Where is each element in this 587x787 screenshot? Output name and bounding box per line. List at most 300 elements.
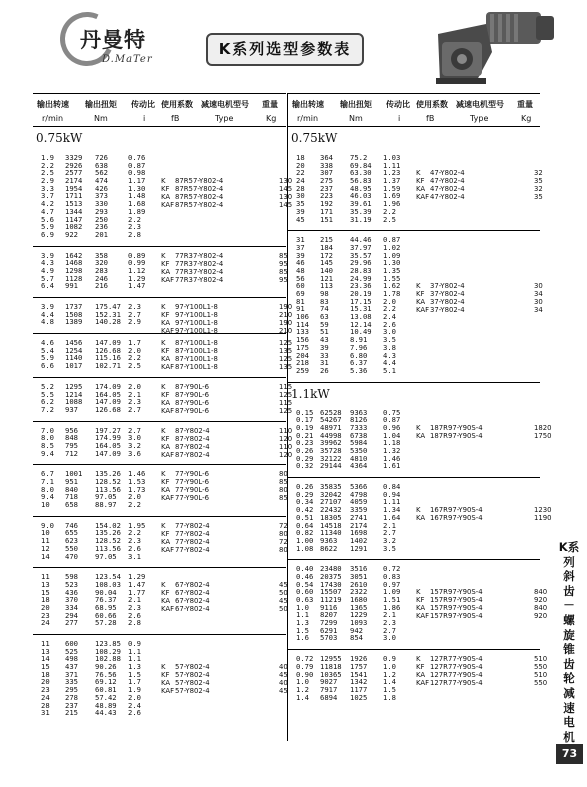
ratio-cell: 474 [95, 176, 108, 186]
torque-cell: 1737 [65, 302, 83, 311]
service-factor-cell: 0.75 [383, 407, 401, 417]
data-group [288, 559, 548, 649]
ratio-cell: 1541 [350, 669, 368, 679]
service-factor-cell: 1.95 [128, 520, 146, 530]
torque-cell: 31 [320, 358, 329, 368]
torque-cell: 54267 [320, 415, 342, 425]
motor-model-cell: 87-Y90L-6 [175, 406, 210, 415]
motor-model-cell: 87-Y100L1-8 [175, 339, 218, 348]
ratio-cell: 7.96 [350, 342, 368, 352]
motor-type-row [416, 306, 541, 314]
motor-series-cell: KF [416, 663, 425, 672]
unit-service-factor: fB [171, 114, 180, 123]
service-factor-cell: 2.1 [128, 389, 141, 399]
torque-cell: 22432 [320, 505, 342, 515]
ratio-cell: 3516 [350, 564, 368, 574]
motor-weight-cell: 130 [279, 177, 293, 186]
torque-cell: 364 [320, 153, 333, 162]
service-factor-cell: 1.02 [383, 242, 401, 252]
motor-model-cell: 77-Y802-4 [175, 521, 210, 530]
torque-cell: 334 [65, 602, 78, 612]
ratio-cell: 236 [95, 222, 108, 232]
motor-model-cell: 97-Y100L1-8 [175, 311, 218, 319]
torque-cell: 335 [65, 677, 78, 687]
ratio-cell: 5350 [350, 446, 368, 455]
motor-model-cell: 87-Y100L1-8 [175, 355, 218, 364]
speed-cell: 4.6 [41, 338, 54, 348]
service-factor-cell: 2.3 [128, 302, 141, 311]
motor-series-cell: KA [416, 514, 426, 523]
ratio-cell: 102.88 [95, 654, 121, 664]
motor-model-cell: 47-Y802-4 [430, 177, 465, 186]
speed-cell: 10 [41, 528, 50, 538]
ratio-cell: 12.14 [350, 319, 372, 329]
torque-cell: 956 [65, 425, 78, 435]
service-factor-cell: 0.84 [383, 482, 401, 492]
motor-weight-cell: 145 [279, 185, 293, 194]
torque-cell: 151 [320, 214, 333, 224]
ratio-cell: 3051 [350, 571, 368, 581]
motor-type-row [416, 596, 548, 605]
motor-model-cell: 157R97-Y90S-4 [430, 612, 483, 621]
ratio-cell: 75.2 [350, 153, 368, 162]
speed-cell: 0.40 [296, 564, 314, 574]
ratio-cell: 1025 [350, 692, 368, 702]
ratio-cell: 128.52 [95, 536, 121, 546]
torque-cell: 1298 [65, 265, 83, 275]
motor-type-row [161, 347, 293, 356]
unit-service-factor: fB [426, 114, 435, 123]
data-group [33, 567, 286, 634]
motor-type-row [161, 193, 293, 202]
torque-cell: 18305 [320, 512, 342, 522]
motor-model-cell: 77-Y90L-6 [175, 470, 210, 479]
torque-cell: 951 [65, 477, 78, 486]
motor-series-cell: KA [416, 298, 426, 307]
speed-cell: 4.4 [41, 309, 54, 319]
service-factor-cell: 4.3 [383, 350, 396, 360]
motor-series-cell: KF [161, 671, 170, 680]
table-row [288, 367, 540, 375]
motor-series-cell: KF [161, 311, 170, 319]
motor-type-list [161, 382, 293, 415]
torque-cell: 98 [320, 289, 329, 298]
torque-cell: 1711 [65, 191, 83, 201]
ratio-cell: 4810 [350, 453, 368, 463]
speed-cell: 2.5 [41, 168, 54, 178]
motor-type-row [161, 538, 286, 546]
ratio-cell: 68.95 [95, 602, 117, 612]
data-group [33, 297, 293, 335]
motor-type-list [161, 426, 293, 459]
ratio-cell: 113.56 [95, 484, 121, 494]
service-factor-cell: 2.3 [383, 618, 396, 628]
motor-weight-cell: 920 [534, 596, 548, 605]
speed-cell: 15 [41, 587, 50, 597]
motor-model-cell: 87R57-Y802-4 [175, 201, 224, 210]
ratio-cell: 6.80 [350, 350, 368, 360]
service-factor-cell: 1.48 [128, 191, 146, 201]
data-group [33, 377, 293, 421]
torque-cell: 991 [65, 281, 78, 291]
speed-cell: 2.2 [41, 160, 54, 170]
brand-name-en: D.MaTer [102, 54, 153, 65]
service-factor-cell: 0.97 [383, 579, 401, 589]
torque-cell: 35728 [320, 446, 342, 455]
torque-cell: 74 [320, 304, 329, 314]
motor-weight-cell: 115 [279, 398, 293, 407]
service-factor-cell: 2.4 [383, 312, 396, 322]
motor-series-cell: K [416, 655, 421, 664]
torque-cell: 17430 [320, 579, 342, 589]
motor-weight-cell: 80 [279, 545, 288, 554]
speed-cell: 24 [41, 692, 50, 702]
motor-model-cell: 37-Y802-4 [430, 290, 465, 299]
service-factor-cell: 1.3 [128, 662, 141, 672]
speed-cell: 60 [296, 281, 305, 291]
speed-cell: 37 [296, 242, 305, 252]
service-factor-cell: 2.7 [128, 425, 141, 435]
speed-cell: 204 [296, 350, 309, 360]
motor-model-cell: 47-Y802-4 [430, 193, 465, 202]
motor-type-row [161, 589, 286, 597]
speed-cell: 11 [41, 572, 50, 582]
service-factor-cell: 1.77 [128, 587, 146, 597]
ratio-cell: 1680 [350, 595, 368, 604]
service-factor-cell: 1.68 [128, 199, 146, 209]
table-header [33, 94, 286, 127]
motor-model-cell: 157R97-Y90S-4 [430, 604, 483, 613]
speed-cell: 0.21 [296, 430, 314, 440]
motor-type-row [161, 311, 293, 319]
motor-model-cell: 167R97-Y90S-4 [430, 514, 483, 523]
motor-model-cell: 87-Y100L1-8 [175, 363, 218, 372]
torque-cell: 1147 [65, 214, 83, 224]
ratio-cell: 164.05 [95, 440, 121, 450]
torque-cell: 215 [65, 708, 78, 718]
motor-type-list [161, 177, 293, 210]
service-factor-cell: 2.0 [128, 692, 141, 702]
service-factor-cell: 1.17 [128, 176, 146, 186]
speed-cell: 1.08 [296, 543, 314, 553]
service-factor-cell: 2.9 [128, 317, 141, 327]
motor-model-cell: 87R57-Y802-4 [175, 177, 224, 186]
torque-cell: 11340 [320, 528, 342, 538]
service-factor-cell: 3.0 [383, 327, 396, 337]
motor-type-row [416, 612, 548, 621]
motor-series-cell: KA [416, 604, 426, 613]
speed-cell: 156 [296, 335, 309, 345]
torque-cell: 470 [65, 551, 78, 561]
torque-cell: 5703 [320, 633, 338, 643]
speed-cell: 18 [41, 669, 50, 679]
speed-cell: 15 [41, 662, 50, 672]
torque-cell: 338 [320, 160, 333, 170]
speed-cell: 11 [41, 639, 50, 648]
ratio-cell: 97.05 [95, 551, 117, 561]
motor-weight-cell: 72 [279, 537, 288, 546]
torque-cell: 277 [65, 618, 78, 628]
ratio-cell: 8.91 [350, 335, 368, 345]
header-torque: 输出扭矩 [340, 100, 372, 109]
header-weight: 重量 [517, 100, 533, 109]
torque-cell: 3329 [65, 153, 83, 162]
motor-model-cell: 127R77-Y90S-4 [430, 655, 483, 664]
motor-series-cell: KAF [416, 193, 430, 202]
motor-weight-cell: 34 [534, 306, 543, 315]
motor-series-cell: K [416, 169, 421, 178]
motor-model-cell: 187R97-Y90S-4 [430, 423, 483, 432]
ratio-cell: 17.15 [350, 296, 372, 306]
service-factor-cell: 1.2 [383, 669, 396, 679]
motor-model-cell: 87-Y90L-6 [175, 382, 210, 391]
torque-cell: 1140 [65, 353, 83, 363]
torque-cell: 11818 [320, 661, 342, 671]
ratio-cell: 358 [95, 250, 108, 260]
torque-cell: 600 [65, 639, 78, 648]
torque-cell: 718 [65, 492, 78, 502]
ratio-cell: 29.96 [350, 258, 372, 268]
header-ratio: 传动比 [386, 100, 410, 109]
motor-type-list [161, 470, 286, 502]
motor-weight-cell: 32 [534, 169, 543, 178]
speed-cell: 259 [296, 365, 309, 375]
motor-series-cell: KA [161, 486, 171, 495]
header-service-factor: 使用系数 [161, 100, 193, 109]
motor-model-cell: 87R57-Y802-4 [175, 185, 224, 194]
motor-series-cell: K [161, 426, 166, 435]
motor-model-cell: 157R97-Y90S-4 [430, 596, 483, 605]
ratio-cell: 3359 [350, 505, 368, 515]
motor-type-row [161, 679, 286, 687]
motor-model-cell: 87-Y802-4 [175, 450, 210, 459]
torque-cell: 6291 [320, 625, 338, 635]
ratio-cell: 726 [95, 153, 108, 162]
unit-ratio: i [143, 114, 146, 123]
motor-weight-cell: 125 [279, 355, 293, 364]
ratio-cell: 201 [95, 229, 108, 239]
ratio-cell: 123.85 [95, 639, 121, 648]
motor-weight-cell: 125 [279, 390, 293, 399]
torque-cell: 237 [65, 700, 78, 710]
motor-series-cell: KA [416, 185, 426, 194]
motor-type-row [416, 655, 548, 664]
torque-cell: 63 [320, 312, 329, 322]
motor-model-cell: 87-Y802-4 [175, 434, 210, 443]
torque-cell: 275 [320, 176, 333, 186]
motor-model-cell: 87-Y90L-6 [175, 398, 210, 407]
torque-cell: 8207 [320, 610, 338, 620]
motor-model-cell: 67-Y802-4 [175, 588, 210, 597]
service-factor-cell: 1.1 [128, 646, 141, 656]
service-factor-cell: 1.11 [383, 160, 401, 170]
ratio-cell: 57.42 [95, 692, 117, 702]
motor-type-row [161, 260, 286, 268]
service-factor-cell: 3.8 [383, 342, 396, 352]
service-factor-cell: 1.18 [383, 438, 401, 448]
motor-series-cell: KA [161, 355, 171, 364]
motor-series-cell: KA [161, 319, 171, 327]
motor-type-row [161, 339, 293, 348]
torque-cell: 498 [65, 654, 78, 664]
service-factor-cell: 2.2 [128, 500, 141, 510]
speed-cell: 18 [296, 153, 305, 162]
page-header [0, 0, 587, 92]
table-right-column [287, 93, 552, 741]
service-factor-cell: 2.0 [128, 381, 141, 391]
motor-series-cell: KF [161, 434, 170, 443]
motor-type-list [416, 588, 548, 621]
torque-cell: 922 [65, 229, 78, 239]
torque-cell: 1344 [65, 206, 83, 216]
motor-type-row [161, 663, 286, 671]
speed-cell: 39 [296, 206, 305, 216]
data-group [33, 333, 293, 377]
ratio-cell: 69.12 [95, 677, 117, 687]
motor-weight-cell: 120 [279, 434, 293, 443]
speed-cell: 39 [296, 250, 305, 260]
motor-series-cell: KAF [161, 450, 175, 459]
speed-cell: 7.1 [41, 477, 54, 486]
motor-weight-cell: 80 [279, 470, 288, 479]
ratio-cell: 5984 [350, 438, 368, 448]
motor-model-cell: 37-Y802-4 [430, 306, 465, 315]
motor-type-row [161, 597, 286, 605]
table-row [33, 231, 286, 239]
ratio-cell: 37.97 [350, 242, 372, 252]
header-torque: 输出扭矩 [85, 100, 117, 109]
motor-series-cell: KA [161, 398, 171, 407]
motor-type-list [416, 169, 541, 201]
torque-cell: 294 [65, 610, 78, 620]
speed-cell: 14 [41, 551, 50, 561]
speed-cell: 5.4 [41, 345, 54, 355]
speed-cell: 0.23 [296, 438, 314, 448]
ratio-cell: 942 [350, 625, 363, 635]
motor-series-cell: KF [416, 290, 425, 299]
speed-cell: 12 [41, 543, 50, 553]
table-row [33, 709, 286, 717]
motor-weight-cell: 550 [534, 679, 548, 688]
motor-type-row [161, 546, 286, 554]
motor-weight-cell: 40 [279, 663, 288, 672]
ratio-cell: 8126 [350, 415, 368, 425]
speed-cell: 4.9 [41, 265, 54, 275]
service-factor-cell: 2.7 [383, 625, 396, 635]
speed-cell: 9.4 [41, 448, 54, 458]
motor-weight-cell: 50 [279, 588, 288, 597]
motor-type-row [416, 514, 552, 523]
service-factor-cell: 3.1 [128, 551, 141, 561]
service-factor-cell: 1.03 [383, 153, 401, 162]
motor-series-cell: KAF [161, 406, 175, 415]
ratio-cell: 373 [95, 191, 108, 201]
torque-cell: 12955 [320, 654, 342, 664]
service-factor-cell: 3.6 [128, 448, 141, 458]
torque-cell: 44998 [320, 430, 342, 440]
ratio-cell: 113.56 [95, 543, 121, 553]
torque-cell: 9363 [320, 535, 338, 545]
power-rating: 1.1kW [288, 382, 540, 404]
motor-weight-cell: 120 [279, 450, 293, 459]
service-factor-cell: 0.72 [383, 564, 401, 574]
speed-cell: 3.9 [41, 302, 54, 311]
brand-name-cn: 丹曼特 [80, 27, 146, 52]
speed-cell: 0.64 [296, 520, 314, 530]
table-row [288, 216, 540, 224]
motor-type-row [161, 319, 293, 327]
speed-cell: 5.6 [41, 214, 54, 224]
speed-cell: 13 [41, 646, 50, 656]
motor-series-cell: K [161, 470, 166, 479]
torque-cell: 215 [320, 235, 333, 245]
motor-weight-cell: 85 [279, 494, 288, 503]
motor-series-cell: KF [161, 347, 170, 356]
torque-cell: 171 [320, 206, 333, 216]
torque-cell: 436 [65, 587, 78, 597]
motor-type-list [161, 581, 286, 613]
motor-type-list [161, 522, 286, 554]
ratio-cell: 174.09 [95, 381, 121, 391]
service-factor-cell: 1.23 [383, 168, 401, 178]
service-factor-cell: 0.76 [128, 153, 146, 162]
ratio-cell: 152.31 [95, 309, 121, 319]
speed-cell: 0.54 [296, 579, 314, 589]
motor-type-row [161, 252, 286, 260]
motor-type-row [161, 442, 293, 451]
section-sidebar-label: K系列斜齿－螺旋锥齿轮减速电机 [558, 540, 580, 744]
service-factor-cell: 1.8 [383, 692, 396, 702]
header-motor: 减速电机型号 [201, 100, 249, 109]
unit-speed: r/min [42, 114, 64, 123]
gear-motor-icon [428, 4, 563, 88]
motor-model-cell: 67-Y802-4 [175, 580, 210, 589]
motor-model-cell: 87-Y100L1-8 [175, 347, 218, 356]
torque-cell: 35835 [320, 482, 342, 492]
ratio-cell: 108.29 [95, 646, 121, 656]
service-factor-cell: 1.30 [383, 258, 401, 268]
torque-cell: 48971 [320, 422, 342, 432]
service-factor-cell: 1.47 [128, 579, 146, 589]
power-rating: 0.75kW [291, 131, 338, 145]
ratio-cell: 1229 [350, 610, 368, 620]
unit-type: Type [470, 114, 489, 123]
motor-weight-cell: 1750 [534, 431, 552, 440]
torque-cell: 1001 [65, 469, 83, 479]
torque-cell: 9027 [320, 677, 338, 687]
motor-weight-cell: 135 [279, 347, 293, 356]
torque-cell: 1295 [65, 381, 83, 391]
speed-cell: 20 [296, 160, 305, 170]
motor-type-list [161, 252, 286, 284]
motor-series-cell: K [161, 339, 166, 348]
service-factor-cell: 3.2 [383, 535, 396, 545]
unit-torque: Nm [94, 114, 108, 123]
torque-cell: 278 [65, 692, 78, 702]
data-group [33, 464, 286, 515]
motor-model-cell: 77R37-Y802-4 [175, 267, 224, 276]
motor-model-cell: 77-Y90L-6 [175, 486, 210, 495]
motor-model-cell: 87-Y802-4 [175, 442, 210, 451]
torque-cell: 184 [320, 242, 333, 252]
ratio-cell: 10.49 [350, 327, 372, 337]
header-service-factor: 使用系数 [416, 100, 448, 109]
motor-model-cell: 67-Y802-4 [175, 596, 210, 605]
motor-weight-cell: 45 [279, 596, 288, 605]
speed-cell: 9.0 [41, 520, 54, 530]
motor-model-cell: 37-Y802-4 [430, 282, 465, 291]
motor-type-row [416, 290, 541, 298]
